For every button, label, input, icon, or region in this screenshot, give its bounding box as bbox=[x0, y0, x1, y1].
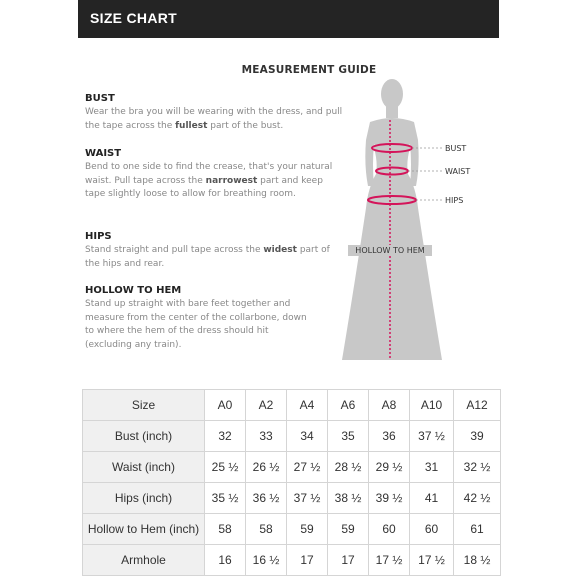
table-cell: 17 ½ bbox=[410, 545, 454, 576]
size-col-header: A8 bbox=[369, 390, 410, 421]
table-cell: 59 bbox=[328, 514, 369, 545]
table-cell: 27 ½ bbox=[287, 452, 328, 483]
waist-heading: WAIST bbox=[85, 148, 122, 159]
hips-section bbox=[85, 231, 345, 271]
waist-section bbox=[85, 148, 345, 202]
row-label: Armhole bbox=[83, 545, 205, 576]
table-cell: 32 ½ bbox=[454, 452, 501, 483]
table-cell: 60 bbox=[369, 514, 410, 545]
row-label: Hollow to Hem (inch) bbox=[83, 514, 205, 545]
size-col-header: A10 bbox=[410, 390, 454, 421]
table-cell: 39 bbox=[454, 421, 501, 452]
figure-dress bbox=[342, 126, 442, 360]
row-label: Waist (inch) bbox=[83, 452, 205, 483]
table-cell: 61 bbox=[454, 514, 501, 545]
hollow-to-hem-instructions: Stand up straight with bare feet together and measure from the center of the collarbone, down to where the hem of the dress should hit (excluding any train). bbox=[85, 299, 307, 350]
table-cell: 39 ½ bbox=[369, 483, 410, 514]
size-col-header: A0 bbox=[205, 390, 246, 421]
size-table bbox=[82, 389, 501, 576]
table-cell: 25 ½ bbox=[205, 452, 246, 483]
size-chart-header bbox=[78, 0, 499, 38]
bust-section bbox=[85, 93, 345, 133]
waist-instructions: Bend to one side to find the crease, that's your natural waist. Pull tape across the narrowest part and keep tape slightly loose to allow for breathing room. bbox=[85, 162, 333, 200]
table-cell: 58 bbox=[246, 514, 287, 545]
table-row bbox=[83, 514, 501, 545]
bust-instructions: Wear the bra you will be wearing with the dress, and pull the tape across the fullest part of the bust. bbox=[85, 107, 343, 131]
table-cell: 58 bbox=[205, 514, 246, 545]
table-header-row bbox=[83, 390, 501, 421]
table-cell: 35 bbox=[328, 421, 369, 452]
table-cell: 33 bbox=[246, 421, 287, 452]
hollow-to-hem-heading: HOLLOW TO HEM bbox=[85, 285, 182, 296]
size-header-cell: Size bbox=[83, 390, 205, 421]
table-cell: 28 ½ bbox=[328, 452, 369, 483]
table-cell: 16 ½ bbox=[246, 545, 287, 576]
table-row bbox=[83, 421, 501, 452]
bust-heading: BUST bbox=[85, 93, 115, 104]
table-cell: 32 bbox=[205, 421, 246, 452]
table-cell: 34 bbox=[287, 421, 328, 452]
size-col-header: A12 bbox=[454, 390, 501, 421]
hollow-to-hem-label: HOLLOW TO HEM bbox=[355, 246, 425, 255]
table-cell: 37 ½ bbox=[410, 421, 454, 452]
hips-instructions: Stand straight and pull tape across the widest part of the hips and rear. bbox=[85, 245, 330, 269]
size-col-header: A4 bbox=[287, 390, 328, 421]
table-cell: 18 ½ bbox=[454, 545, 501, 576]
figure-head bbox=[381, 79, 403, 109]
hips-heading: HIPS bbox=[85, 231, 112, 242]
table-cell: 38 ½ bbox=[328, 483, 369, 514]
table-cell: 17 ½ bbox=[369, 545, 410, 576]
table-cell: 35 ½ bbox=[205, 483, 246, 514]
table-cell: 41 bbox=[410, 483, 454, 514]
table-cell: 31 bbox=[410, 452, 454, 483]
figure-neck bbox=[386, 106, 398, 118]
size-col-header: A6 bbox=[328, 390, 369, 421]
table-cell: 60 bbox=[410, 514, 454, 545]
dress-figure-illustration bbox=[336, 78, 496, 368]
table-row bbox=[83, 483, 501, 514]
measurement-guide-title: MEASUREMENT GUIDE bbox=[241, 64, 377, 76]
table-row bbox=[83, 452, 501, 483]
table-cell: 37 ½ bbox=[287, 483, 328, 514]
table-cell: 29 ½ bbox=[369, 452, 410, 483]
hips-label: HIPS bbox=[445, 196, 464, 205]
header-title: SIZE CHART bbox=[90, 10, 177, 26]
size-col-header: A2 bbox=[246, 390, 287, 421]
table-cell: 59 bbox=[287, 514, 328, 545]
bust-label: BUST bbox=[445, 144, 467, 153]
table-cell: 36 bbox=[369, 421, 410, 452]
hollow-to-hem-section bbox=[85, 285, 310, 352]
table-cell: 17 bbox=[328, 545, 369, 576]
table-cell: 42 ½ bbox=[454, 483, 501, 514]
row-label: Bust (inch) bbox=[83, 421, 205, 452]
table-cell: 26 ½ bbox=[246, 452, 287, 483]
table-row bbox=[83, 545, 501, 576]
waist-label: WAIST bbox=[445, 167, 471, 176]
table-cell: 36 ½ bbox=[246, 483, 287, 514]
table-cell: 17 bbox=[287, 545, 328, 576]
table-cell: 16 bbox=[205, 545, 246, 576]
row-label: Hips (inch) bbox=[83, 483, 205, 514]
